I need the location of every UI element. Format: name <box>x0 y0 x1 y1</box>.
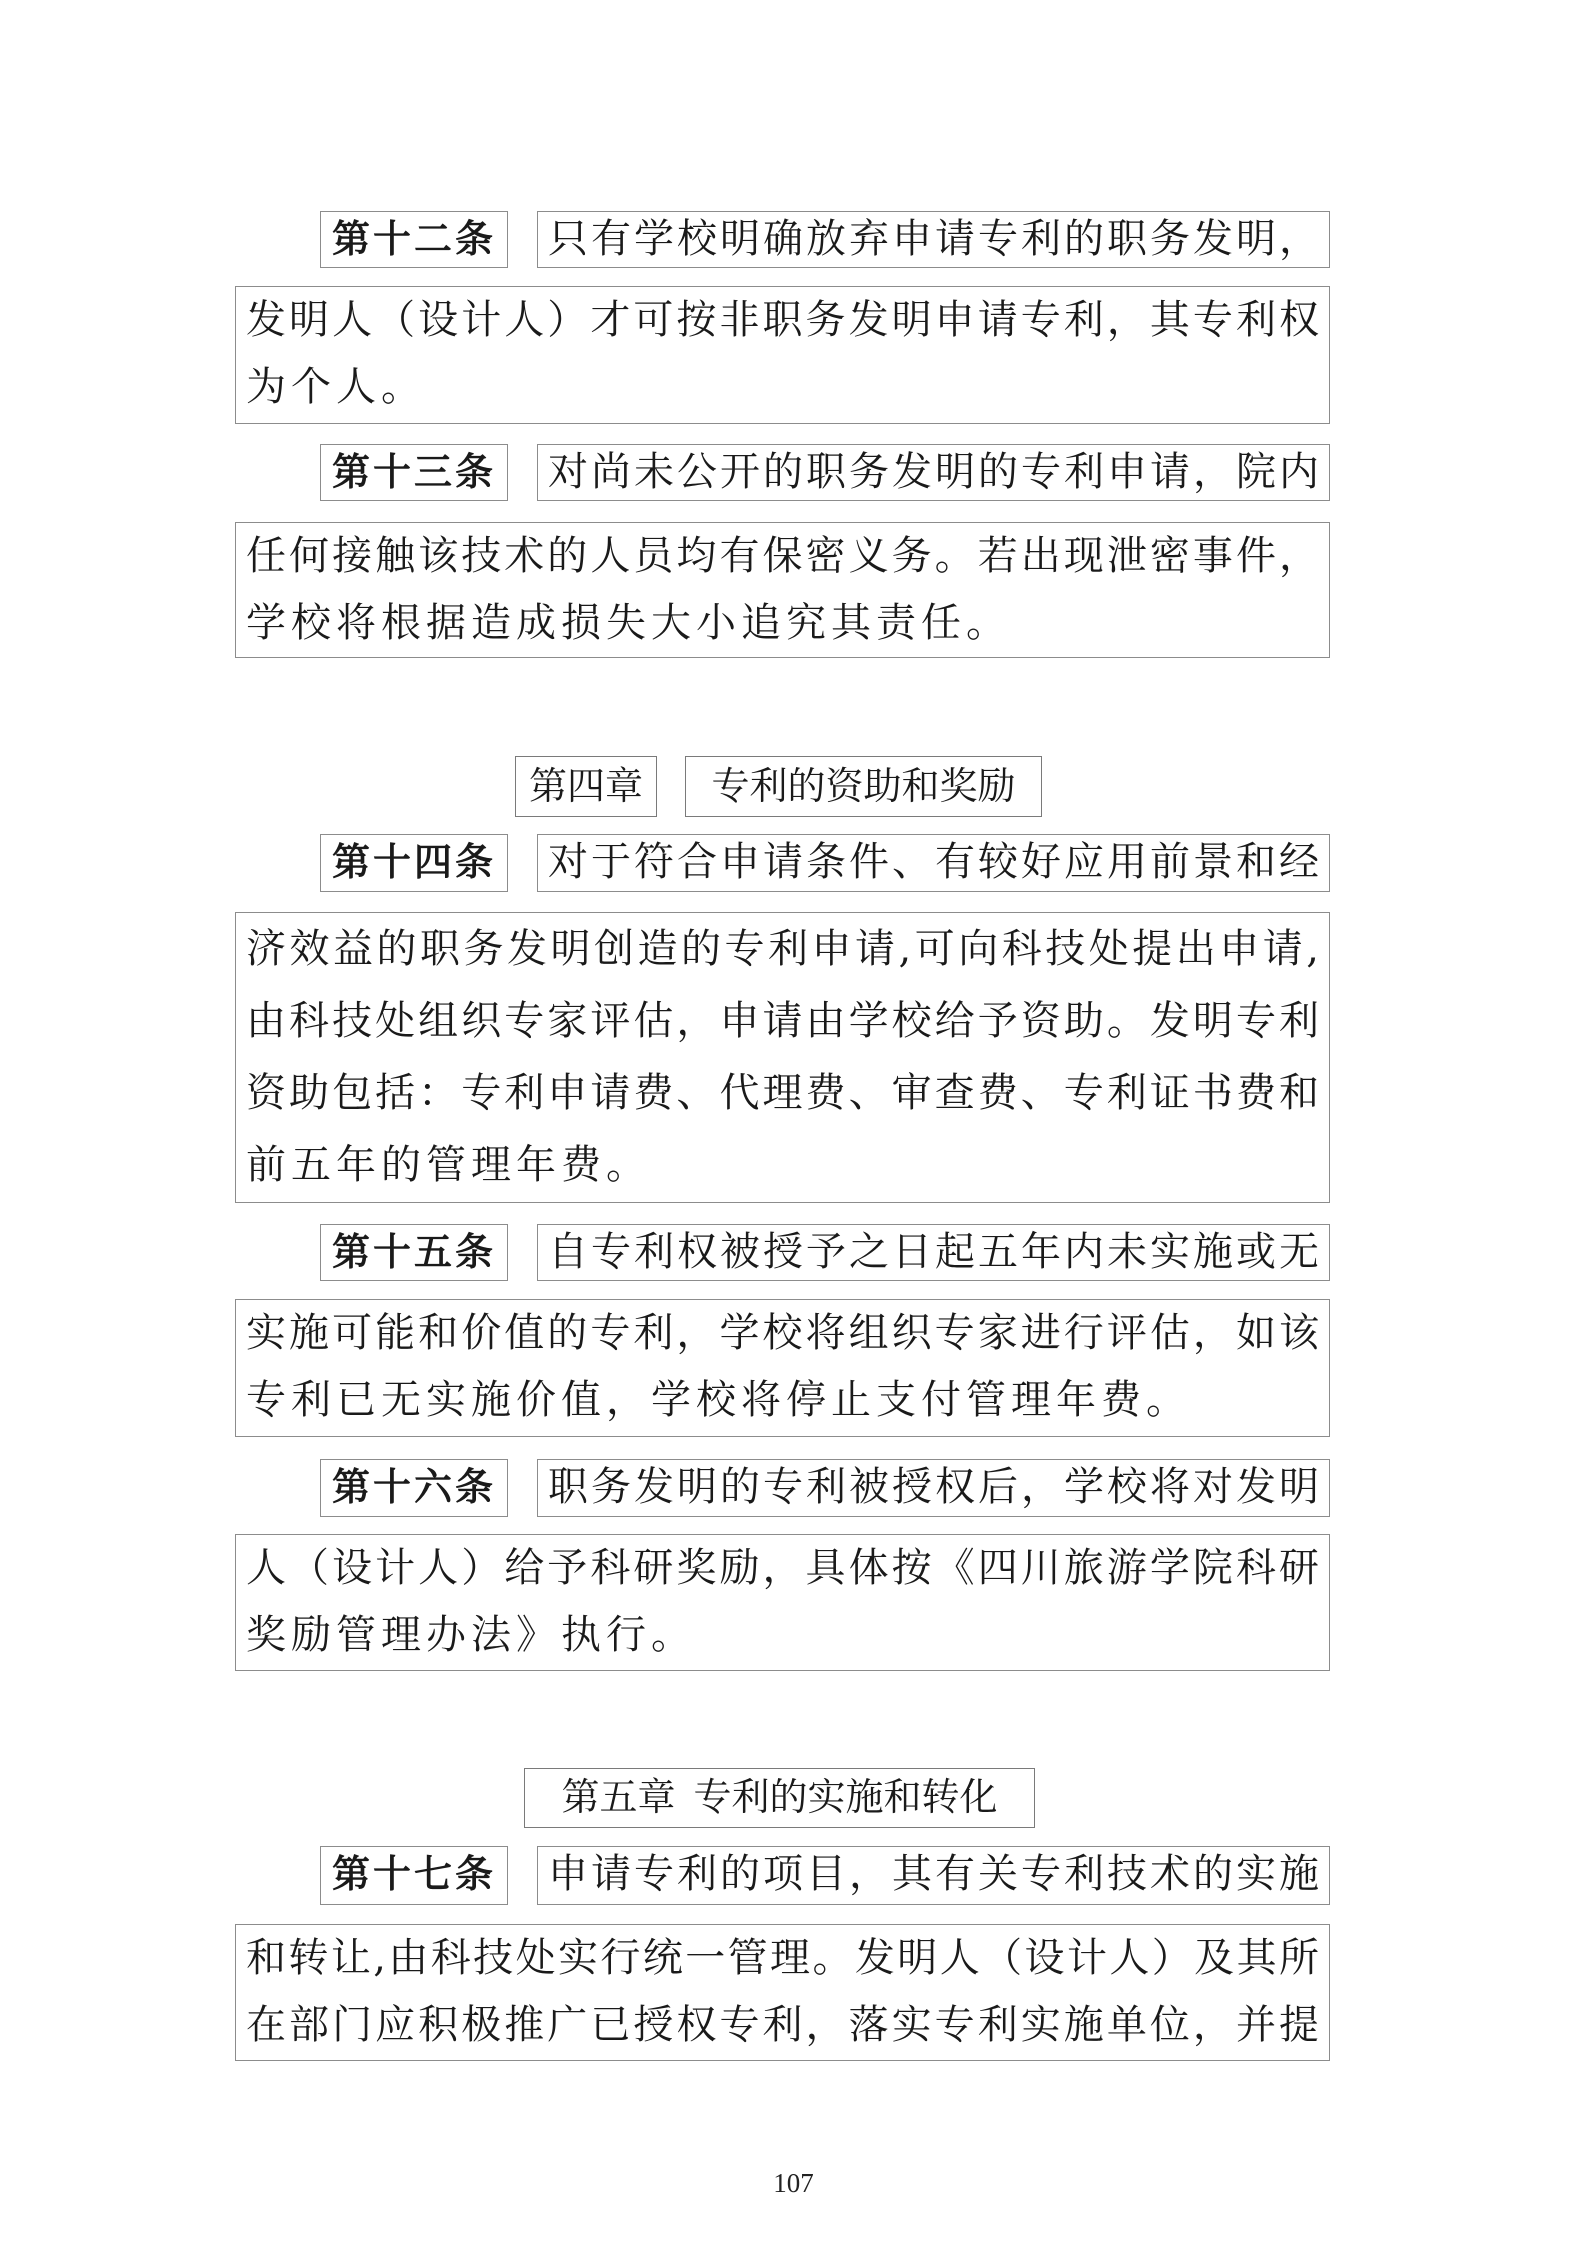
article-15-label: 第十五条 <box>320 1224 508 1281</box>
article-13-label: 第十三条 <box>320 444 508 501</box>
article-14-line: 济效益的职务发明创造的专利申请,可向科技处提出申请, <box>246 926 1319 972</box>
chapter-5-title: 专利的实施和转化 <box>693 1775 998 1819</box>
article-17-lead: 申请专利的项目，其有关专利技术的实施 <box>537 1846 1330 1905</box>
chapter-5-heading <box>524 1768 1035 1828</box>
article-17-body <box>235 1924 1330 2061</box>
article-14-label: 第十四条 <box>320 834 508 892</box>
article-13-body <box>235 522 1330 658</box>
article-17-line: 和转让,由科技处实行统一管理。发明人（设计人）及其所 <box>246 1935 1319 1981</box>
article-14-line: 由科技处组织专家评估，申请由学校给予资助。发明专利 <box>246 998 1319 1044</box>
article-14-line: 资助包括：专利申请费、代理费、审查费、专利证书费和 <box>246 1070 1319 1116</box>
article-16-lead: 职务发明的专利被授权后，学校将对发明 <box>537 1459 1330 1517</box>
article-16-line: 奖励管理办法》执行。 <box>246 1612 696 1658</box>
article-15-lead: 自专利权被授予之日起五年内未实施或无 <box>537 1224 1330 1281</box>
chapter-4-number: 第四章 <box>515 756 657 817</box>
article-16-body <box>235 1534 1330 1671</box>
article-15-line: 实施可能和价值的专利，学校将组织专家进行评估，如该 <box>246 1310 1319 1356</box>
article-14-body <box>235 912 1330 1203</box>
article-16-label: 第十六条 <box>320 1459 508 1517</box>
article-13-lead: 对尚未公开的职务发明的专利申请，院内 <box>537 444 1330 501</box>
article-13-line: 学校将根据造成损失大小追究其责任。 <box>246 600 1011 646</box>
article-15-body <box>235 1299 1330 1437</box>
article-13-line: 任何接触该技术的人员均有保密义务。若出现泄密事件， <box>246 533 1319 579</box>
article-14-lead: 对于符合申请条件、有较好应用前景和经 <box>537 834 1330 892</box>
article-17-line: 在部门应积极推广已授权专利，落实专利实施单位，并提 <box>246 2002 1319 2048</box>
article-14-line: 前五年的管理年费。 <box>246 1142 651 1188</box>
article-12-line: 发明人（设计人）才可按非职务发明申请专利，其专利权 <box>246 297 1319 343</box>
article-12-body <box>235 286 1330 424</box>
chapter-5-number: 第五章 <box>561 1775 676 1819</box>
article-17-label: 第十七条 <box>320 1846 508 1905</box>
page-number: 107 <box>773 2168 814 2198</box>
article-12-line: 为个人。 <box>246 364 426 410</box>
article-12-label: 第十二条 <box>320 211 508 268</box>
chapter-4-title: 专利的资助和奖励 <box>685 756 1042 817</box>
article-16-line: 人（设计人）给予科研奖励，具体按《四川旅游学院科研 <box>246 1545 1319 1591</box>
article-12-lead: 只有学校明确放弃申请专利的职务发明， <box>537 211 1330 268</box>
article-15-line: 专利已无实施价值，学校将停止支付管理年费。 <box>246 1377 1191 1423</box>
